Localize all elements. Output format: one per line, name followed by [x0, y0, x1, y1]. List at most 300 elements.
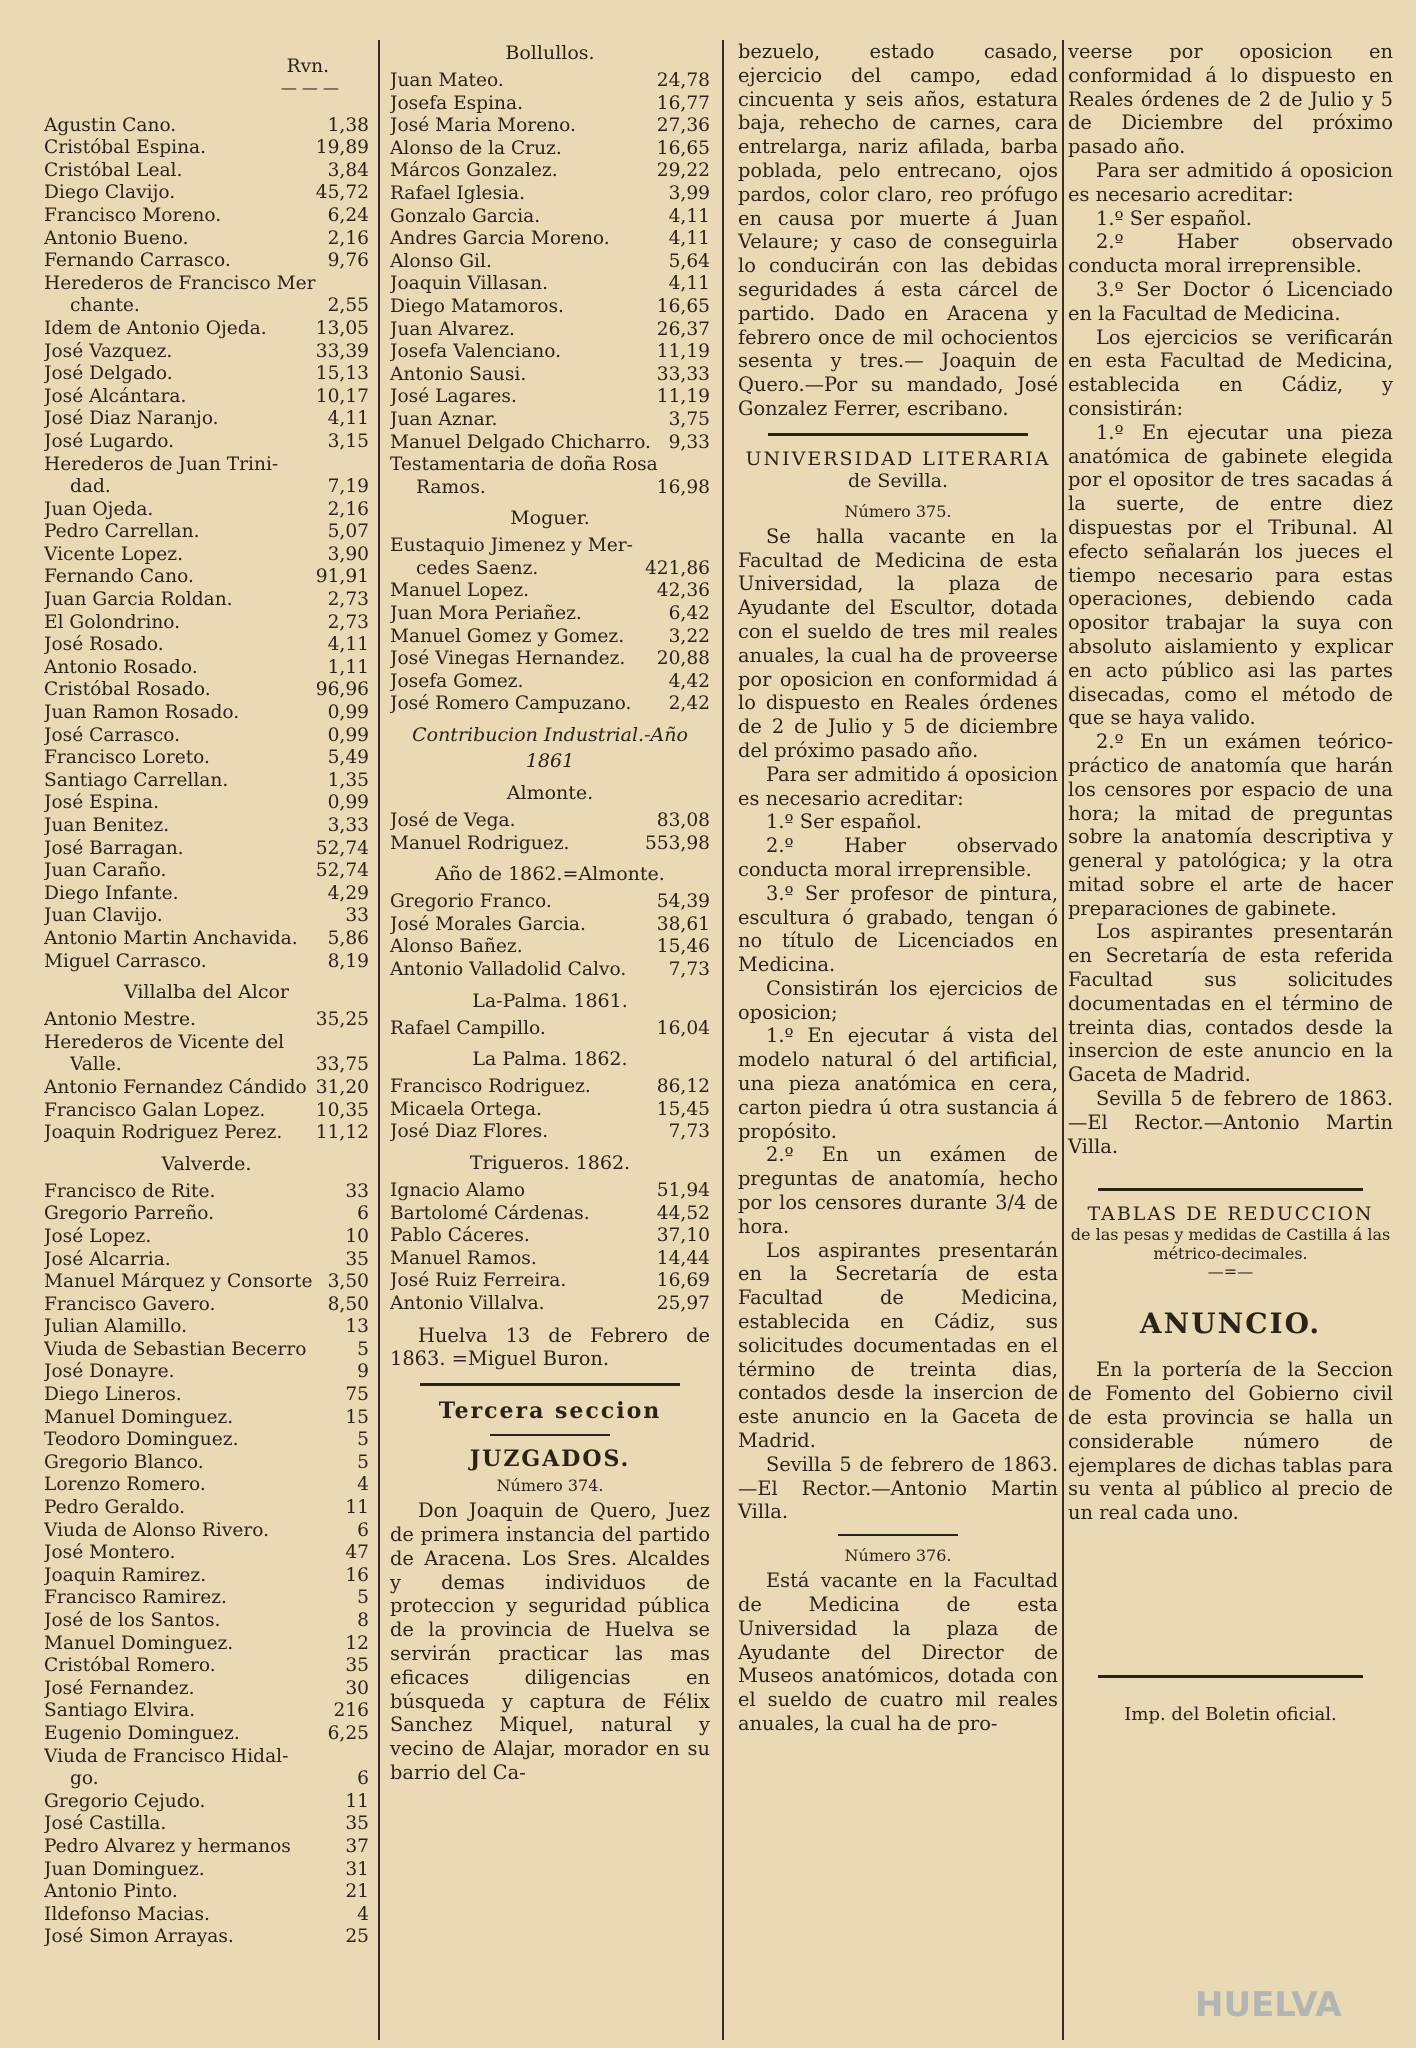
contributor-name: Pablo Cáceres. [390, 1225, 530, 1247]
contributor-name: José Romero Campuzano. [390, 693, 632, 715]
contributor-name: José Vazquez. [44, 340, 173, 362]
contributor-name: José Rosado. [44, 634, 164, 656]
notice-375-para: Se halla vacante en la Facultad de Medicina de esta Universidad, la plaza de Ayudante del Escultor, dotada con el sueldo de tres mil reales anuales, la cual ha de proveerse por oposicion en conformidad á lo dispuesto en Reales órdenes de 2 de Julio y 5 de diciembre del próximo pasado año. [738, 524, 1058, 762]
contrib-list-4 [390, 70, 710, 499]
notice-376-para: 3.º Ser Doctor ó Licenciado en la Facultad de Medicina. [1068, 277, 1393, 325]
contributor-name: Manuel Lopez. [390, 580, 530, 602]
contributor-row [44, 1474, 369, 1497]
contributor-row [390, 296, 710, 319]
contributor-row [44, 747, 369, 770]
contributor-row [390, 693, 710, 716]
contributor-amount: 33,39 [315, 340, 369, 362]
university-subtitle: de Sevilla. [847, 469, 949, 492]
contributor-row [44, 1768, 369, 1791]
contributor-row [390, 1099, 710, 1122]
contributor-name: Pedro Geraldo. [44, 1497, 186, 1519]
notice-376-para: Los ejercicios se verificarán en esta Facultad de Medicina, establecida en Cádiz, y consistirán: [1068, 325, 1393, 420]
contributor-amount: 5,49 [327, 747, 369, 769]
contributor-name: José de los Santos. [44, 1610, 221, 1631]
contributor-row [44, 1655, 369, 1678]
contributor-row [44, 702, 369, 725]
contributor-name: Antonio Mestre. [44, 1009, 196, 1031]
contributor-row [44, 250, 369, 273]
contributor-name: Teodoro Dominguez. [44, 1429, 239, 1451]
contributor-name: Testamentaria de doña Rosa [390, 454, 658, 476]
contrib-list-1 [44, 115, 369, 974]
contrib-list-6 [390, 810, 710, 855]
contributor-row [44, 1587, 369, 1610]
contributor-row [390, 341, 710, 364]
contributor-amount: 15,46 [656, 936, 710, 958]
contributor-row [44, 1859, 369, 1882]
contributor-row [44, 137, 369, 160]
contributor-name: Herederos de Juan Trini- [44, 453, 279, 475]
contributor-row [44, 1813, 369, 1836]
contributor-name: Bartolomé Cárdenas. [390, 1202, 590, 1224]
contributor-row [390, 273, 710, 296]
contributor-amount: 0,99 [327, 702, 369, 724]
contributor-amount: 10 [345, 1225, 369, 1247]
contributor-amount: 75 [345, 1384, 369, 1406]
number-374: Número 374. [496, 1476, 604, 1496]
contributor-name: Josefa Valenciano. [390, 341, 562, 363]
contributor-name: Juan Mora Periañez. [390, 603, 582, 625]
contributor-amount: 1,38 [327, 114, 369, 136]
contributor-amount: 6 [357, 1203, 369, 1225]
notice-375-para: 1.º Ser español. [766, 810, 922, 834]
column-1: Rvn. — — — Agustin Cano. 1,38 Cristóbal Espina. 19,89 Cristóbal Leal. 3,84 Diego Clavijo. 45,72 Francisco Moreno. 6,24 Antonio Bueno. 2,16 Fernando Carrasco. 9,76 Herederos de Francisco Mer chante. 2,55 Idem de Antonio Ojeda. 13,05 José Vazquez. 33,39 José Delgado. 15,13 José Alcántara. 10,17 José Diaz Naranjo. 4,11 José Lugardo. 3,15 Herederos de Juan Trini- dad. 7,19 Juan Ojeda. 2,16 Pedro Carrellan. 5,07 Vicente Lopez. 3,90 Fernando Cano. 91,91 Juan Garcia Roldan. 2,73 El Golondrino. 2,73 José Rosado. 4,11 Antonio Rosado. 1,11 Cristóbal Rosado. 96,96 Juan Ramon Rosado. 0,99 José Carrasco. 0,99 Francisco Loreto. 5,49 Santiago Carrellan. 1,35 José Espina. 0,99 Juan Benitez. 3,33 José Barragan. 52,74 Juan Caraño. 52,74 Diego Infante. 4,29 Juan Clavijo. 33 Antonio Martin Anchavida. 5,86 Miguel Carrasco. 8,19 Villalba del Alcor Antonio Mestre. 35,25 Herederos de Vicente del Valle. 33,75 Antonio Fernandez Cándido 31,20 Francisco Galan Lopez. 10,35 Joaquin Rodriguez Perez. 11,12 Valverde. Francisco de Rite. 33 Gregorio Parreño. 6 José Lopez. 10 José Alcarria. 35 Manuel Márquez y Consorte 3,50 Francisco Gavero. 8,50 Julian Alamillo. 13 Viuda de Sebastian Becerro 5 José Donayre. 9 Diego Lineros. 75 Manuel Dominguez. 15 Teodoro Dominguez. 5 Gregorio Blanco. 5 Lorenzo Romero. 4 Pedro Geraldo. 11 Viuda de Alonso Rivero. 6 José Montero. 47 Joaquin Ramirez. 16 Francisco Ramirez. 5 José de los Santos. 8 Manuel Dominguez. 12 Cristóbal Romero. 35 José Fernandez. 30 Santiago Elvira. 216 Eugenio Dominguez. 6,25 Viuda de Francisco Hidal- go. 6 Gregorio Cejudo. 11 José Castilla. 35 Pedro Alvarez y hermanos 37 Juan Dominguez. 31 Antonio Pinto. 21 Ildefonso Macias. 4 José Simon Arrayas. 25 [44, 56, 369, 1948]
juzgados-title: JUZGADOS. [469, 1446, 631, 1473]
contributor-amount: 6,24 [327, 204, 369, 226]
contributor-name: José Ruiz Ferreira. [390, 1270, 567, 1292]
contributor-amount: 52,74 [315, 860, 369, 882]
contributor-name: Josefa Gomez. [390, 670, 524, 692]
contrib-list-2 [44, 1009, 369, 1145]
contributor-name: Francisco Galan Lopez. [44, 1099, 266, 1121]
contributor-name: José Carrasco. [44, 724, 181, 746]
contributor-row [44, 1452, 369, 1475]
contributor-amount: 86,12 [656, 1076, 710, 1098]
notice-376-para: 2.º Haber observado conducta moral irreprensible. [1068, 230, 1393, 278]
contributor-amount: 553,98 [644, 832, 710, 854]
contributor-row [44, 1077, 369, 1100]
contributor-amount: 12 [345, 1632, 369, 1654]
contributor-amount: 4,42 [668, 670, 710, 692]
contributor-amount: 13,05 [315, 317, 369, 339]
column-rule [378, 40, 380, 2040]
contributor-name: Juan Mateo. [390, 70, 504, 91]
contributor-row [44, 160, 369, 183]
contributor-row [44, 1339, 369, 1362]
contributor-row [44, 544, 369, 567]
contributor-row [390, 936, 710, 959]
contrib-list-10 [390, 1180, 710, 1316]
column-2 [390, 40, 710, 1785]
contributor-row [390, 138, 710, 161]
contributor-amount: 3,50 [327, 1271, 369, 1293]
notice-376-signature: Sevilla 5 de febrero de 1863.—El Rector.—Antonio Martin Villa. [1068, 1087, 1393, 1158]
contributor-row [44, 770, 369, 793]
column-rule [722, 40, 724, 2040]
contrib-list-7 [390, 891, 710, 981]
contributor-amount: 24,78 [656, 70, 710, 91]
contributor-name: Francisco Loreto. [44, 747, 210, 769]
contributor-name: Cristóbal Leal. [44, 159, 183, 181]
contributor-name: Juan Dominguez. [44, 1858, 205, 1880]
contributor-name: Manuel Rodriguez. [390, 832, 570, 854]
contributor-name: José Simon Arrayas. [44, 1926, 234, 1948]
contributor-row [44, 341, 369, 364]
contributor-amount: 7,73 [668, 959, 710, 980]
section-bollullos: Bollullos. [505, 42, 595, 64]
contributor-row [44, 1226, 369, 1249]
contributor-row [44, 1520, 369, 1543]
contributor-row [44, 657, 369, 680]
contributor-amount: 3,33 [327, 815, 369, 836]
contributor-name: Manuel Gomez y Gomez. [390, 625, 625, 647]
contributor-row [44, 792, 369, 815]
contributor-name: Antonio Sausi. [390, 363, 527, 385]
contributor-row [390, 1180, 710, 1203]
anuncio-text: En la portería de la Seccion de Fomento del Gobierno civil de esta provincia se halla un considerable número de ejemplares de dichas tablas para su venta al público al precio de un real cada uno. [1068, 1358, 1393, 1525]
contributor-name: Manuel Delgado Chicharro. [390, 431, 651, 453]
contributor-name: Juan Alvarez. [390, 318, 515, 340]
notice-375-para: 3.º Ser profesor de pintura, escultura ó grabado, tengan ó no título de Licenciados en Medicina. [738, 881, 1058, 977]
contributor-amount: 35 [345, 1655, 369, 1677]
contributor-amount: 21 [345, 1881, 369, 1903]
contributor-amount: 6,42 [668, 603, 710, 625]
contributor-name: José Diaz Naranjo. [44, 408, 219, 430]
contributor-amount: 33,75 [315, 1054, 369, 1076]
contributor-amount: 20,88 [656, 648, 710, 670]
contributor-row [44, 725, 369, 748]
contributor-amount: 51,94 [656, 1179, 710, 1201]
contributor-amount: 3,15 [327, 430, 369, 452]
contributor-name: José Lopez. [44, 1225, 152, 1247]
contributor-row [44, 476, 369, 499]
number-376: Número 376. [844, 1546, 952, 1566]
contributor-name: Juan Ramon Rosado. [44, 702, 240, 724]
contributor-amount: 25 [345, 1926, 369, 1948]
contributor-row [44, 1316, 369, 1339]
contributor-name: Manuel Dominguez. [44, 1406, 234, 1428]
contributor-name: Rafael Campillo. [390, 1017, 546, 1039]
closing-signature: Huelva 13 de Febrero de 1863. =Miguel Buron. [390, 1323, 710, 1371]
contributor-amount: 8 [357, 1610, 369, 1631]
contributor-amount: 6 [357, 1519, 369, 1541]
contributor-amount: 2,73 [327, 589, 369, 611]
contributor-amount: 5,64 [668, 250, 710, 272]
contributor-amount: 16,65 [656, 137, 710, 159]
contributor-amount: 35 [345, 1813, 369, 1835]
contributor-amount: 5 [357, 1451, 369, 1473]
contributor-name: Antonio Martin Anchavida. [44, 927, 298, 949]
contributor-row [44, 1271, 369, 1294]
contributor-name: Antonio Valladolid Calvo. [390, 959, 627, 980]
notice-375-para: Los aspirantes presentarán en la Secretaría de esta Facultad de Medicina, establecida en Cádiz, sus solicitudes documentadas en el término de treinta dias, contados desde la insercion de este anuncio en la Gaceta de Madrid. [738, 1238, 1058, 1453]
tercera-seccion: Tercera seccion [438, 1398, 662, 1425]
contributor-name: Viuda de Sebastian Becerro [44, 1338, 307, 1360]
contributor-amount: 35,25 [315, 1009, 369, 1031]
contributor-name: Cristóbal Espina. [44, 137, 207, 159]
contributor-amount: 4,11 [668, 273, 710, 295]
contributor-row [44, 228, 369, 251]
contributor-row [44, 1542, 369, 1565]
contributor-name: Cristóbal Romero. [44, 1655, 216, 1677]
section-moguer: Moguer. [510, 507, 590, 530]
contributor-row [390, 454, 710, 477]
contributor-name: José Castilla. [44, 1813, 167, 1835]
contributor-amount: 16,69 [656, 1270, 710, 1292]
notice-376-para: 2.º En un exámen teórico-práctico de anatomía que harán los censores por espacio de una hora; la mitad de preguntas sobre la anatomía descriptiva y general y patológica; y la otra mitad sobre el arte de hacer preparaciones de gabinete. [1068, 730, 1393, 920]
watermark-logo: HUELVA [1195, 1985, 1342, 2025]
contributor-amount: 16,77 [656, 92, 710, 114]
contributor-row [390, 386, 710, 409]
contributor-name: Eugenio Dominguez. [44, 1722, 240, 1744]
notice-375-para: 2.º Haber observado conducta moral irreprensible. [738, 834, 1058, 881]
section-trigueros: Trigueros. 1862. [469, 1151, 631, 1174]
contributor-amount: 9 [357, 1361, 369, 1383]
contributor-amount: 10,17 [315, 385, 369, 407]
contributor-amount: 0,99 [327, 724, 369, 746]
contributor-name: Miguel Carrasco. [44, 950, 207, 972]
number-375: Número 375. [844, 501, 952, 521]
contributor-row [390, 206, 710, 229]
anuncio-title: ANUNCIO. [1139, 1307, 1322, 1341]
contributor-amount: 216 [333, 1700, 369, 1722]
contributor-name: Francisco Moreno. [44, 204, 222, 226]
tablas-title: TABLAS DE REDUCCION [1087, 1203, 1374, 1226]
contributor-name: Gonzalo Garcia. [390, 205, 541, 227]
contributor-name: Márcos Gonzalez. [390, 160, 558, 182]
contributor-name: Manuel Márquez y Consorte [44, 1271, 313, 1293]
contributor-row [390, 959, 710, 982]
contributor-amount: 37,10 [656, 1225, 710, 1247]
column-rule [1062, 40, 1064, 2040]
contributor-name: José Vinegas Hernandez. [390, 648, 626, 670]
contributor-name: José Donayre. [44, 1361, 175, 1383]
contributor-amount: 19,89 [315, 137, 369, 159]
section-almonte-1862: Año de 1862.=Almonte. [435, 863, 665, 886]
contributor-row [390, 409, 710, 432]
divider [768, 433, 1028, 436]
contributor-name: Joaquin Rodriguez Perez. [44, 1122, 283, 1144]
contributor-name: Juan Aznar. [390, 408, 498, 430]
contributor-name: Cristóbal Rosado. [44, 679, 211, 701]
contributor-row [44, 951, 369, 974]
contributor-amount: 8,50 [327, 1293, 369, 1315]
contributor-name: Diego Infante. [44, 882, 179, 904]
contributor-row [44, 1700, 369, 1723]
contributor-amount: 2,73 [327, 611, 369, 633]
contributor-row [390, 580, 710, 603]
notice-374: Don Joaquin de Quero, Juez de primera instancia del partido de Aracena. Los Sres. Alcaldes y demas individuos de proteccion y seguridad pública de la provincia de Huelva se servirán practicar las mas eficaces diligencias en búsqueda y captura de Félix Sanchez Miquel, natural y vecino de Alajar, morador en su barrio del Ca- [390, 1499, 710, 1784]
contributor-row [390, 115, 710, 138]
contributor-name: Juan Benitez. [44, 815, 170, 836]
contributor-name: Rafael Iglesia. [390, 182, 526, 204]
imprenta-line: Imp. del Boletin oficial. [1124, 1704, 1337, 1726]
contributor-amount: 16,04 [656, 1017, 710, 1039]
contributor-row [390, 70, 710, 93]
contributor-row [44, 1054, 369, 1077]
contributor-row [44, 1032, 369, 1055]
contributor-row [390, 319, 710, 342]
contributor-row [44, 363, 369, 386]
contributor-row [44, 386, 369, 409]
contributor-amount: 1,11 [327, 656, 369, 678]
contributor-amount: 3,75 [668, 408, 710, 430]
contributor-row [44, 1294, 369, 1317]
contributor-name: Santiago Carrellan. [44, 769, 229, 791]
contributor-row [390, 671, 710, 694]
contributor-row [44, 182, 369, 205]
contributor-name: cedes Saenz. [416, 557, 539, 579]
contributor-row [44, 1723, 369, 1746]
contributor-amount: 30 [345, 1677, 369, 1699]
contributor-amount: 13 [345, 1316, 369, 1338]
contributor-row [390, 810, 710, 833]
contributor-name: go. [70, 1768, 99, 1790]
contributor-amount: 10,35 [315, 1099, 369, 1121]
contributor-row [44, 499, 369, 522]
contributor-amount: 4 [357, 1474, 369, 1496]
contributor-name: Alonso Gil. [390, 250, 492, 272]
contributor-name: Alonso Bañez. [390, 936, 523, 958]
contributor-amount: 4,11 [668, 205, 710, 227]
contributor-amount: 38,61 [656, 913, 710, 935]
contributor-name: Gregorio Parreño. [44, 1203, 215, 1225]
contributor-name: Valle. [70, 1054, 122, 1076]
contrib-list-5 [390, 535, 710, 716]
contributor-row [390, 160, 710, 183]
contributor-name: Ignacio Alamo [390, 1179, 526, 1201]
contributor-row [44, 1836, 369, 1859]
contributor-name: Francisco Rodriguez. [390, 1076, 591, 1098]
contributor-amount: 4,11 [327, 408, 369, 430]
contributor-row [390, 251, 710, 274]
contributor-amount: 83,08 [656, 810, 710, 832]
contributor-row [44, 1678, 369, 1701]
contributor-name: Diego Lineros. [44, 1384, 182, 1406]
column-3 [738, 40, 1058, 1736]
contributor-amount: 4 [357, 1903, 369, 1925]
contributor-row [44, 1181, 369, 1204]
contributor-name: Julian Alamillo. [44, 1316, 188, 1338]
contributor-row [44, 1565, 369, 1588]
contributor-amount: 33,33 [656, 363, 710, 385]
section-almonte: Almonte. [506, 782, 594, 805]
contributor-name: Joaquin Villasan. [390, 273, 548, 295]
contributor-amount: 5 [357, 1587, 369, 1609]
contributor-row [390, 891, 710, 914]
contributor-row [44, 115, 369, 138]
notice-375-para: Para ser admitido á oposicion es necesario acreditar: [738, 762, 1058, 810]
contributor-amount: 3,84 [327, 159, 369, 181]
section-palma-1861: La-Palma. 1861. [472, 989, 628, 1012]
contributor-amount: 8,19 [327, 950, 369, 972]
contributor-row [390, 1293, 710, 1316]
contributor-name: chante. [70, 295, 140, 317]
contributor-row [44, 1497, 369, 1520]
contributor-row [44, 521, 369, 544]
contributor-row [390, 228, 710, 251]
contributor-amount [363, 454, 369, 477]
university-title: UNIVERSIDAD LITERARIA [745, 447, 1051, 470]
contributor-name: José Alcarria. [44, 1248, 171, 1270]
contributor-name: Diego Clavijo. [44, 182, 176, 204]
contributor-name: Antonio Villalva. [390, 1292, 545, 1314]
contributor-amount: 5 [357, 1429, 369, 1451]
contributor-amount: 37 [345, 1835, 369, 1857]
contributor-row [44, 634, 369, 657]
contributor-row [390, 1121, 710, 1144]
contributor-amount: 11,12 [315, 1122, 369, 1144]
contributor-name: dad. [70, 476, 111, 498]
divider [420, 1383, 680, 1386]
contributor-name: Pedro Carrellan. [44, 521, 200, 543]
contributor-row [44, 860, 369, 883]
contributor-row [44, 905, 369, 928]
contributor-row [44, 1361, 369, 1384]
contributor-amount: 16,65 [656, 295, 710, 317]
contributor-amount: 9,33 [668, 431, 710, 453]
contributor-row [390, 833, 710, 856]
contributor-row [44, 1610, 369, 1633]
contributor-amount: 33 [345, 905, 369, 927]
contributor-name: Pedro Alvarez y hermanos [44, 1835, 291, 1857]
contrib-list-9 [390, 1076, 710, 1144]
contributor-name: José de Vega. [390, 810, 516, 832]
divider [838, 1534, 958, 1536]
contributor-row [44, 1407, 369, 1430]
contributor-row [44, 1249, 369, 1272]
contributor-name: Joaquin Ramirez. [44, 1564, 207, 1586]
contributor-row [44, 1791, 369, 1814]
contributor-amount [363, 1032, 369, 1055]
divider [490, 1434, 610, 1436]
contributor-name: Antonio Fernandez Cándido [44, 1076, 307, 1098]
contributor-row [44, 273, 369, 296]
contributor-name: José Barragan. [44, 837, 184, 859]
contributor-amount: 2,55 [327, 295, 369, 317]
contributor-amount: 15 [345, 1406, 369, 1428]
contributor-amount: 3,90 [327, 543, 369, 565]
contributor-amount: 15,45 [656, 1098, 710, 1120]
contributor-row [44, 838, 369, 861]
contributor-row [44, 1746, 369, 1769]
contributor-name: Gregorio Blanco. [44, 1451, 204, 1473]
section-palma-1862: La Palma. 1862. [472, 1048, 628, 1071]
contributor-name: Diego Matamoros. [390, 295, 564, 317]
contributor-name: Juan Clavijo. [44, 905, 163, 927]
contributor-amount: 0,99 [327, 792, 369, 814]
contributor-row [390, 1076, 710, 1099]
contributor-amount: 3,99 [668, 182, 710, 204]
contributor-row [390, 364, 710, 387]
section-contribucion: Contribucion Industrial.-Año 1861 [412, 724, 688, 773]
contributor-amount: 16,98 [656, 476, 710, 498]
contributor-amount: 52,74 [315, 837, 369, 859]
contributor-amount: 35 [345, 1248, 369, 1270]
contributor-name: José Lagares. [390, 386, 517, 408]
contributor-amount: 421,86 [644, 557, 710, 579]
contributor-name: Santiago Elvira. [44, 1700, 196, 1722]
contributor-amount: 33 [345, 1180, 369, 1202]
contrib-list-3 [44, 1181, 369, 1949]
contributor-amount: 5 [357, 1338, 369, 1360]
contributor-row [390, 183, 710, 206]
contributor-name: Josefa Espina. [390, 92, 524, 114]
